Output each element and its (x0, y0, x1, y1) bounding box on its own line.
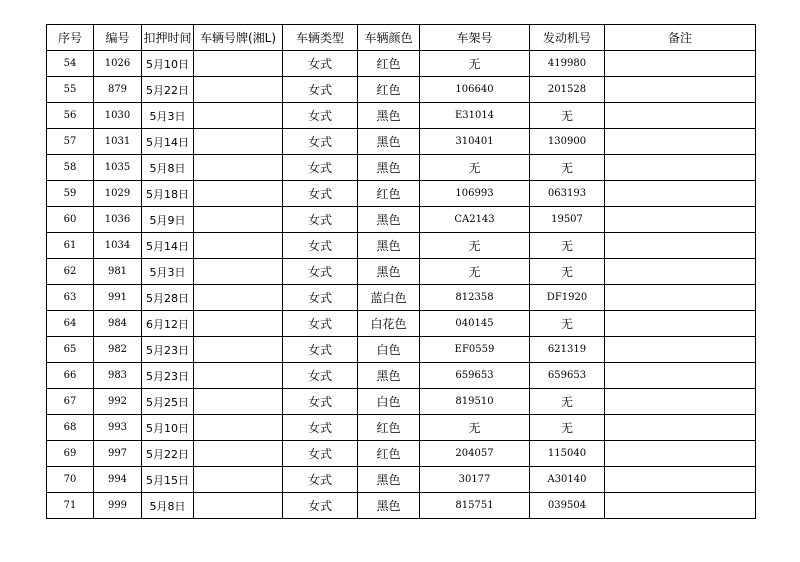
cell-color: 白花色 (358, 311, 420, 337)
cell-engine: 419980 (530, 51, 605, 77)
cell-note (605, 285, 756, 311)
cell-engine: 621319 (530, 337, 605, 363)
cell-engine: 无 (530, 415, 605, 441)
cell-code: 1030 (94, 103, 142, 129)
cell-seq: 65 (47, 337, 94, 363)
cell-seq: 57 (47, 129, 94, 155)
table-row (47, 363, 756, 389)
cell-seq: 62 (47, 259, 94, 285)
table-row (47, 155, 756, 181)
cell-seq: 54 (47, 51, 94, 77)
cell-note (605, 181, 756, 207)
cell-note (605, 77, 756, 103)
cell-frame: 819510 (420, 389, 530, 415)
cell-date: 5月14日 (142, 233, 194, 259)
cell-seq: 67 (47, 389, 94, 415)
cell-frame: 310401 (420, 129, 530, 155)
cell-frame: 无 (420, 155, 530, 181)
cell-frame: 30177 (420, 467, 530, 493)
cell-type: 女式 (283, 441, 358, 467)
cell-type: 女式 (283, 337, 358, 363)
cell-frame: 106993 (420, 181, 530, 207)
cell-frame: E31014 (420, 103, 530, 129)
cell-plate (194, 415, 283, 441)
header-row (47, 25, 756, 51)
cell-note (605, 259, 756, 285)
cell-frame: EF0559 (420, 337, 530, 363)
cell-frame: 106640 (420, 77, 530, 103)
cell-seq: 64 (47, 311, 94, 337)
cell-frame: 812358 (420, 285, 530, 311)
table-row (47, 441, 756, 467)
table-row (47, 467, 756, 493)
cell-seq: 71 (47, 493, 94, 519)
cell-code: 991 (94, 285, 142, 311)
cell-plate (194, 181, 283, 207)
cell-engine: 659653 (530, 363, 605, 389)
cell-code: 1031 (94, 129, 142, 155)
cell-frame: 无 (420, 51, 530, 77)
cell-note (605, 467, 756, 493)
header-seq: 序号 (47, 25, 94, 51)
cell-code: 981 (94, 259, 142, 285)
cell-code: 879 (94, 77, 142, 103)
cell-type: 女式 (283, 103, 358, 129)
cell-note (605, 51, 756, 77)
cell-engine: 039504 (530, 493, 605, 519)
cell-plate (194, 129, 283, 155)
cell-plate (194, 285, 283, 311)
cell-plate (194, 441, 283, 467)
cell-engine: 无 (530, 233, 605, 259)
cell-code: 994 (94, 467, 142, 493)
cell-plate (194, 493, 283, 519)
cell-type: 女式 (283, 207, 358, 233)
cell-color: 红色 (358, 415, 420, 441)
cell-note (605, 233, 756, 259)
cell-date: 5月22日 (142, 77, 194, 103)
cell-code: 1036 (94, 207, 142, 233)
cell-seq: 66 (47, 363, 94, 389)
cell-date: 5月25日 (142, 389, 194, 415)
cell-color: 蓝白色 (358, 285, 420, 311)
table-row (47, 415, 756, 441)
vehicle-register-sheet (46, 24, 756, 519)
table-row (47, 181, 756, 207)
table-row (47, 259, 756, 285)
cell-seq: 70 (47, 467, 94, 493)
cell-engine: 201528 (530, 77, 605, 103)
cell-color: 黑色 (358, 103, 420, 129)
table-row (47, 311, 756, 337)
cell-date: 5月15日 (142, 467, 194, 493)
cell-color: 黑色 (358, 207, 420, 233)
cell-color: 黑色 (358, 467, 420, 493)
cell-color: 黑色 (358, 493, 420, 519)
header-engine: 发动机号 (530, 25, 605, 51)
cell-engine: 063193 (530, 181, 605, 207)
cell-type: 女式 (283, 233, 358, 259)
cell-seq: 56 (47, 103, 94, 129)
cell-code: 1029 (94, 181, 142, 207)
cell-engine: DF1920 (530, 285, 605, 311)
table-row (47, 129, 756, 155)
cell-color: 红色 (358, 441, 420, 467)
cell-seq: 69 (47, 441, 94, 467)
cell-note (605, 155, 756, 181)
table-body (47, 51, 756, 519)
table-row (47, 77, 756, 103)
cell-type: 女式 (283, 285, 358, 311)
table-row (47, 207, 756, 233)
cell-color: 黑色 (358, 363, 420, 389)
cell-date: 5月23日 (142, 337, 194, 363)
header-date: 扣押时间 (142, 25, 194, 51)
cell-color: 黑色 (358, 233, 420, 259)
cell-frame: 无 (420, 259, 530, 285)
cell-note (605, 415, 756, 441)
cell-seq: 61 (47, 233, 94, 259)
table-row (47, 389, 756, 415)
cell-engine: 无 (530, 259, 605, 285)
cell-note (605, 103, 756, 129)
cell-date: 5月3日 (142, 259, 194, 285)
cell-type: 女式 (283, 77, 358, 103)
header-plate: 车辆号牌(湘L) (194, 25, 283, 51)
cell-engine: 无 (530, 155, 605, 181)
cell-frame: 659653 (420, 363, 530, 389)
cell-seq: 59 (47, 181, 94, 207)
cell-note (605, 363, 756, 389)
cell-frame: 无 (420, 233, 530, 259)
cell-code: 993 (94, 415, 142, 441)
cell-plate (194, 51, 283, 77)
cell-type: 女式 (283, 467, 358, 493)
header-code: 编号 (94, 25, 142, 51)
cell-date: 6月12日 (142, 311, 194, 337)
cell-color: 红色 (358, 77, 420, 103)
cell-note (605, 337, 756, 363)
cell-engine: 115040 (530, 441, 605, 467)
cell-color: 红色 (358, 181, 420, 207)
cell-engine: 无 (530, 103, 605, 129)
cell-engine: 无 (530, 311, 605, 337)
table-row (47, 103, 756, 129)
cell-plate (194, 311, 283, 337)
cell-type: 女式 (283, 129, 358, 155)
cell-seq: 68 (47, 415, 94, 441)
cell-plate (194, 155, 283, 181)
cell-type: 女式 (283, 415, 358, 441)
cell-seq: 58 (47, 155, 94, 181)
cell-type: 女式 (283, 311, 358, 337)
header-frame: 车架号 (420, 25, 530, 51)
cell-code: 983 (94, 363, 142, 389)
cell-type: 女式 (283, 51, 358, 77)
cell-plate (194, 467, 283, 493)
cell-date: 5月8日 (142, 155, 194, 181)
cell-plate (194, 233, 283, 259)
cell-date: 5月9日 (142, 207, 194, 233)
cell-date: 5月3日 (142, 103, 194, 129)
cell-code: 982 (94, 337, 142, 363)
cell-engine: A30140 (530, 467, 605, 493)
table-row (47, 285, 756, 311)
vehicle-register-table (46, 24, 756, 519)
cell-color: 白色 (358, 389, 420, 415)
cell-type: 女式 (283, 259, 358, 285)
cell-type: 女式 (283, 493, 358, 519)
cell-plate (194, 389, 283, 415)
cell-frame: 204057 (420, 441, 530, 467)
cell-date: 5月18日 (142, 181, 194, 207)
cell-plate (194, 337, 283, 363)
cell-frame: 无 (420, 415, 530, 441)
cell-note (605, 493, 756, 519)
cell-code: 999 (94, 493, 142, 519)
table-header (47, 25, 756, 51)
cell-type: 女式 (283, 389, 358, 415)
cell-engine: 130900 (530, 129, 605, 155)
cell-seq: 55 (47, 77, 94, 103)
cell-date: 5月14日 (142, 129, 194, 155)
cell-color: 红色 (358, 51, 420, 77)
cell-seq: 60 (47, 207, 94, 233)
cell-note (605, 311, 756, 337)
cell-engine: 无 (530, 389, 605, 415)
cell-type: 女式 (283, 363, 358, 389)
cell-code: 1034 (94, 233, 142, 259)
table-row (47, 493, 756, 519)
cell-date: 5月28日 (142, 285, 194, 311)
cell-plate (194, 259, 283, 285)
cell-code: 984 (94, 311, 142, 337)
cell-color: 黑色 (358, 155, 420, 181)
cell-frame: CA2143 (420, 207, 530, 233)
cell-plate (194, 103, 283, 129)
cell-color: 白色 (358, 337, 420, 363)
cell-frame: 815751 (420, 493, 530, 519)
cell-frame: 040145 (420, 311, 530, 337)
cell-color: 黑色 (358, 129, 420, 155)
cell-note (605, 129, 756, 155)
cell-note (605, 207, 756, 233)
cell-code: 997 (94, 441, 142, 467)
cell-color: 黑色 (358, 259, 420, 285)
cell-type: 女式 (283, 181, 358, 207)
cell-date: 5月10日 (142, 415, 194, 441)
header-note: 备注 (605, 25, 756, 51)
cell-type: 女式 (283, 155, 358, 181)
cell-seq: 63 (47, 285, 94, 311)
cell-date: 5月8日 (142, 493, 194, 519)
cell-code: 1035 (94, 155, 142, 181)
cell-note (605, 389, 756, 415)
header-type: 车辆类型 (283, 25, 358, 51)
cell-plate (194, 77, 283, 103)
cell-code: 992 (94, 389, 142, 415)
table-row (47, 233, 756, 259)
cell-plate (194, 363, 283, 389)
cell-date: 5月22日 (142, 441, 194, 467)
cell-code: 1026 (94, 51, 142, 77)
cell-date: 5月10日 (142, 51, 194, 77)
cell-engine: 19507 (530, 207, 605, 233)
cell-note (605, 441, 756, 467)
table-row (47, 51, 756, 77)
cell-plate (194, 207, 283, 233)
table-row (47, 337, 756, 363)
cell-date: 5月23日 (142, 363, 194, 389)
header-color: 车辆颜色 (358, 25, 420, 51)
